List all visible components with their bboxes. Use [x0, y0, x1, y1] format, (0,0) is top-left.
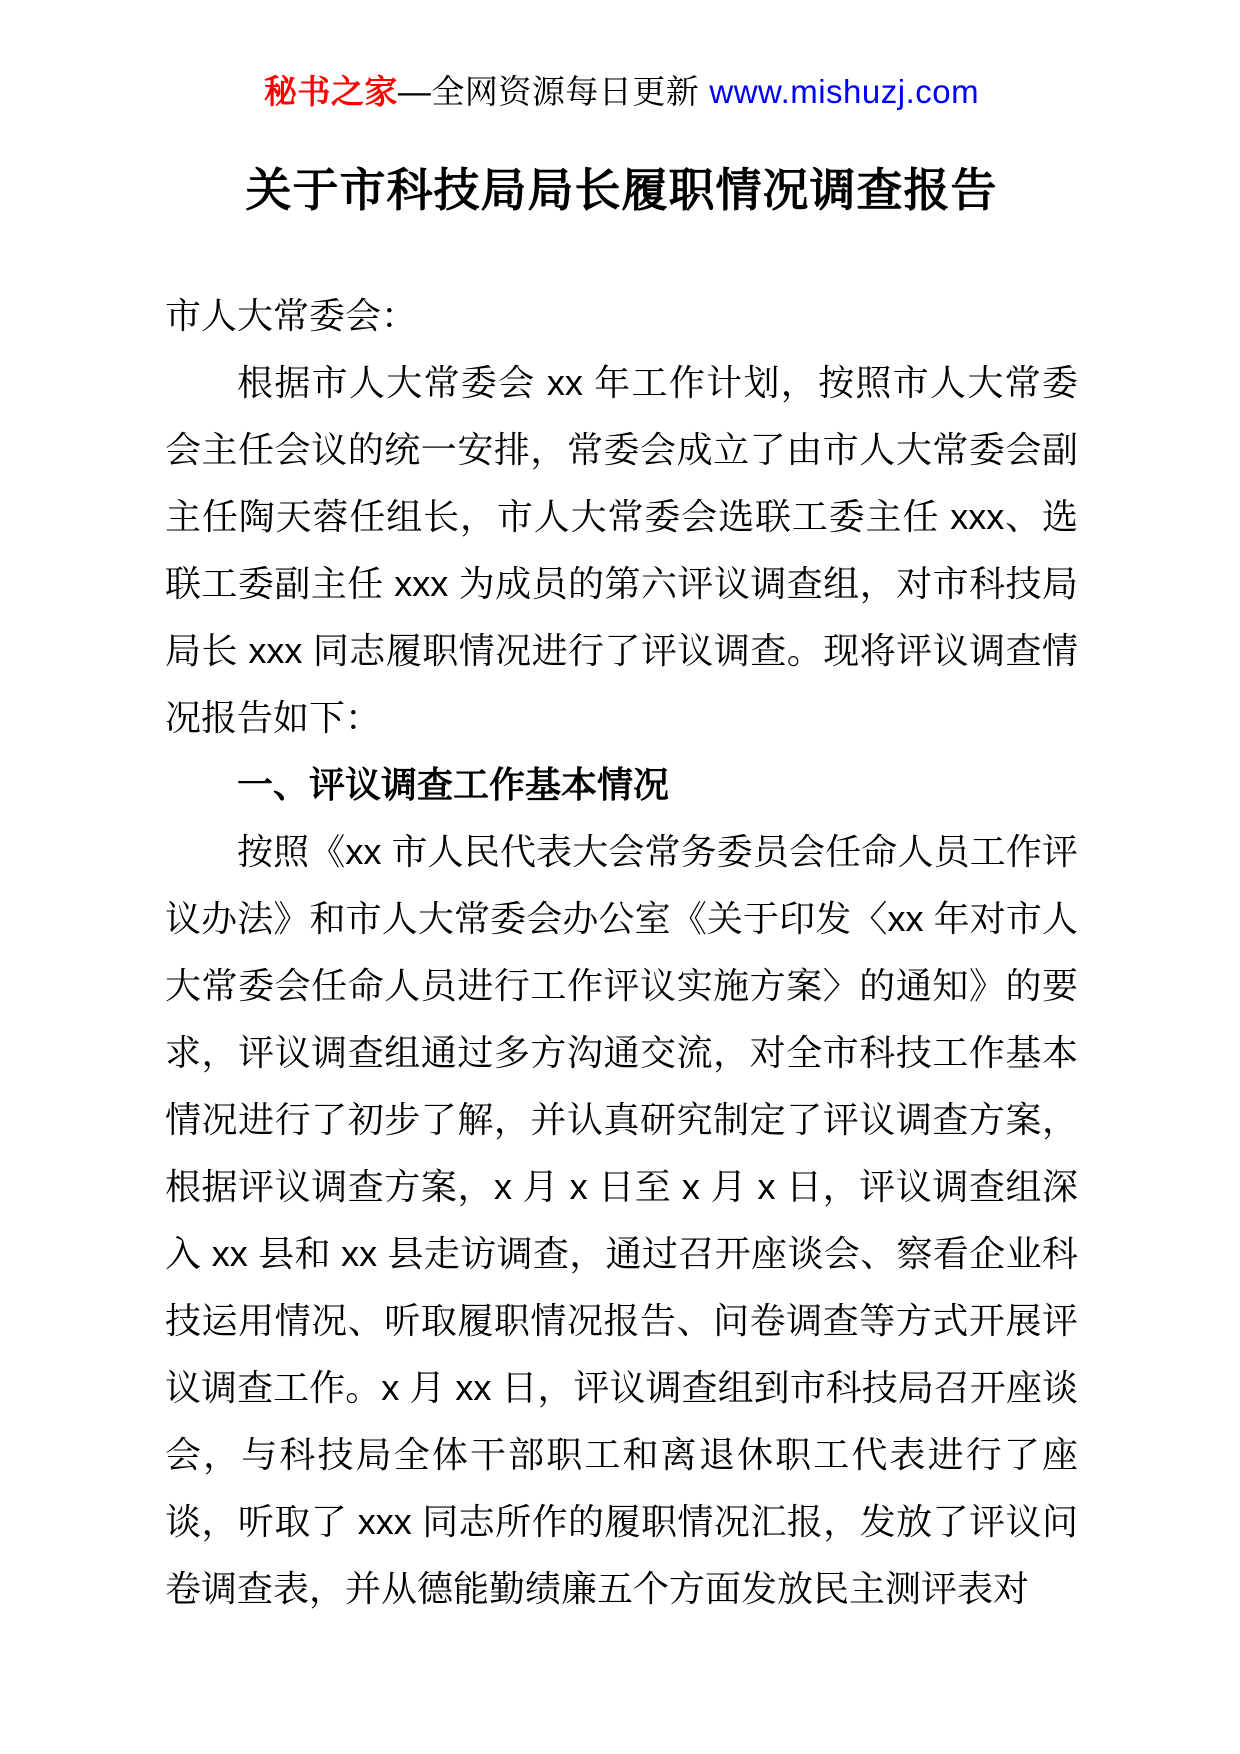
paragraph: 按照《xx 市人民代表大会常务委员会任命人员工作评议办法》和市人大常委会办公室《关于印发〈xx 年对市人大常委会任命人员进行工作评议实施方案〉的通知》的要求，评议调查组通过多方沟通交流，对全市科技工作基本情况进行了初步了解，并认真研究制定了评议调查方案，根据评议调查方案，x 月 x 日至 x 月 x 日，评议调查组深入 xx 县和 xx 县走访调查，通过召开座谈会、察看企业科技运用情况、听取履职情况报告、问卷调查等方式开展评议调查工作。x 月 xx 日，评议调查组到市科技局召开座谈会，与科技局全体干部职工和离退休职工代表进行了座谈，听取了 xxx 同志所作的履职情况汇报，发放了评议问卷调查表，并从德能勤绩廉五个方面发放民主测评表对 — [165, 831, 1078, 1609]
page-title: 关于市科技局局长履职情况调查报告 — [245, 164, 998, 216]
header-dash: — — [397, 73, 432, 110]
paragraph: 根据市人大常委会 xx 年工作计划，按照市人大常委会主任会议的统一安排，常委会成立了由市人大常委会副主任陶天蓉任组长，市人大常委会选联工委主任 xxx、选联工委副主任 xxx 为成员的第六评议调查组，对市科技局局长 xxx 同志履职情况进行了评议调查。现将评议调查情况报告如下： — [165, 362, 1078, 738]
site-url[interactable]: www.mishuzj.com — [709, 73, 980, 110]
site-brand: 秘书之家 — [263, 73, 398, 110]
site-header — [165, 70, 1078, 113]
section-heading: 一、评议调查工作基本情况 — [237, 764, 670, 805]
paragraph: 市人大常委会： — [165, 295, 418, 336]
document-body — [165, 282, 1078, 1622]
header-tagline: 全网资源每日更新 — [431, 73, 700, 110]
